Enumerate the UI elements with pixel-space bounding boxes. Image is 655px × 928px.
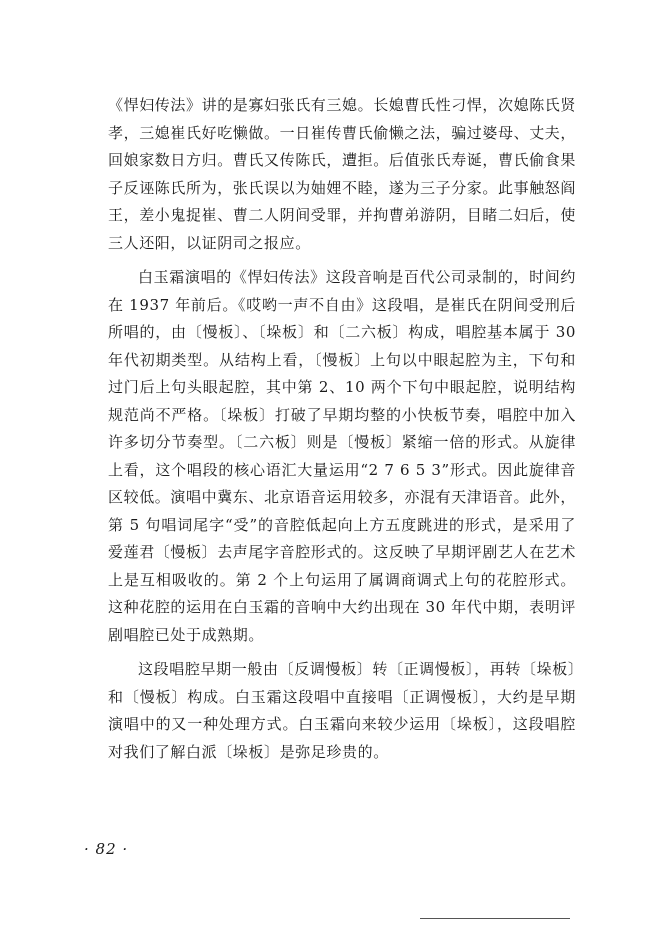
- paragraph-1: 《悍妇传法》讲的是寡妇张氏有三媳。长媳曹氏性刁悍，次媳陈氏贤孝，三媳崔氏好吃懒做。一日崔传曹氏偷懒之法，骗过婆母、丈夫，回娘家数日方归。曹氏又传陈氏，遭拒。后值张氏寿诞，曹氏偷食果子反诬陈氏所为，张氏误以为妯娌不睦，遂为三子分家。此事触怒阎王，差小鬼捉崔、曹二人阴间受罪，并拘曹弟游阴，目睹二妇后，使三人还阳，以证阴司之报应。: [108, 96, 577, 252]
- scan-artifact-line: [420, 918, 570, 919]
- page-number: · 82 ·: [84, 840, 129, 858]
- page-body: [108, 92, 576, 766]
- paragraph-2: 白玉霜演唱的《悍妇传法》这段音响是百代公司录制的，时间约在 1937 年前后。《哎哟一声不自由》这段唱，是崔氏在阴间受刑后所唱的，由〔慢板〕、〔垛板〕和〔二六板〕构成，唱腔基本属于 30 年代初期类型。从结构上看，〔慢板〕上句以中眼起腔为主，下句和过门后上句头眼起腔，其中第 2、10 两个下句中眼起腔，说明结构规范尚不严格。〔垛板〕打破了早期均整的小快板节奏，唱腔中加入许多切分节奏型。〔二六板〕则是〔慢板〕紧缩一倍的形式。从旋律上看，这个唱段的核心语汇大量运用“2 7 6 5 3”形式。因此旋律音区较低。演唱中冀东、北京语音运用较多，亦混有天津语音。此外，第 5 句唱词尾字“受”的音腔低起向上方五度跳进的形式，是采用了爱莲君〔慢板〕去声尾字音腔形式的。这反映了早期评剧艺人在艺术上是互相吸收的。第 2 个上句运用了属调商调式上句的花腔形式。这种花腔的运用在白玉霜的音响中大约出现在 30 年代中期，表明评剧唱腔已处于成熟期。: [108, 268, 577, 644]
- paragraph-3: 这段唱腔早期一般由〔反调慢板〕转〔正调慢板〕，再转〔垛板〕和〔慢板〕构成。白玉霜这段唱中直接唱〔正调慢板〕，大约是早期演唱中的又一种处理方式。白玉霜向来较少运用〔垛板〕，这段唱腔对我们了解白派〔垛板〕是弥足珍贵的。: [108, 660, 576, 761]
